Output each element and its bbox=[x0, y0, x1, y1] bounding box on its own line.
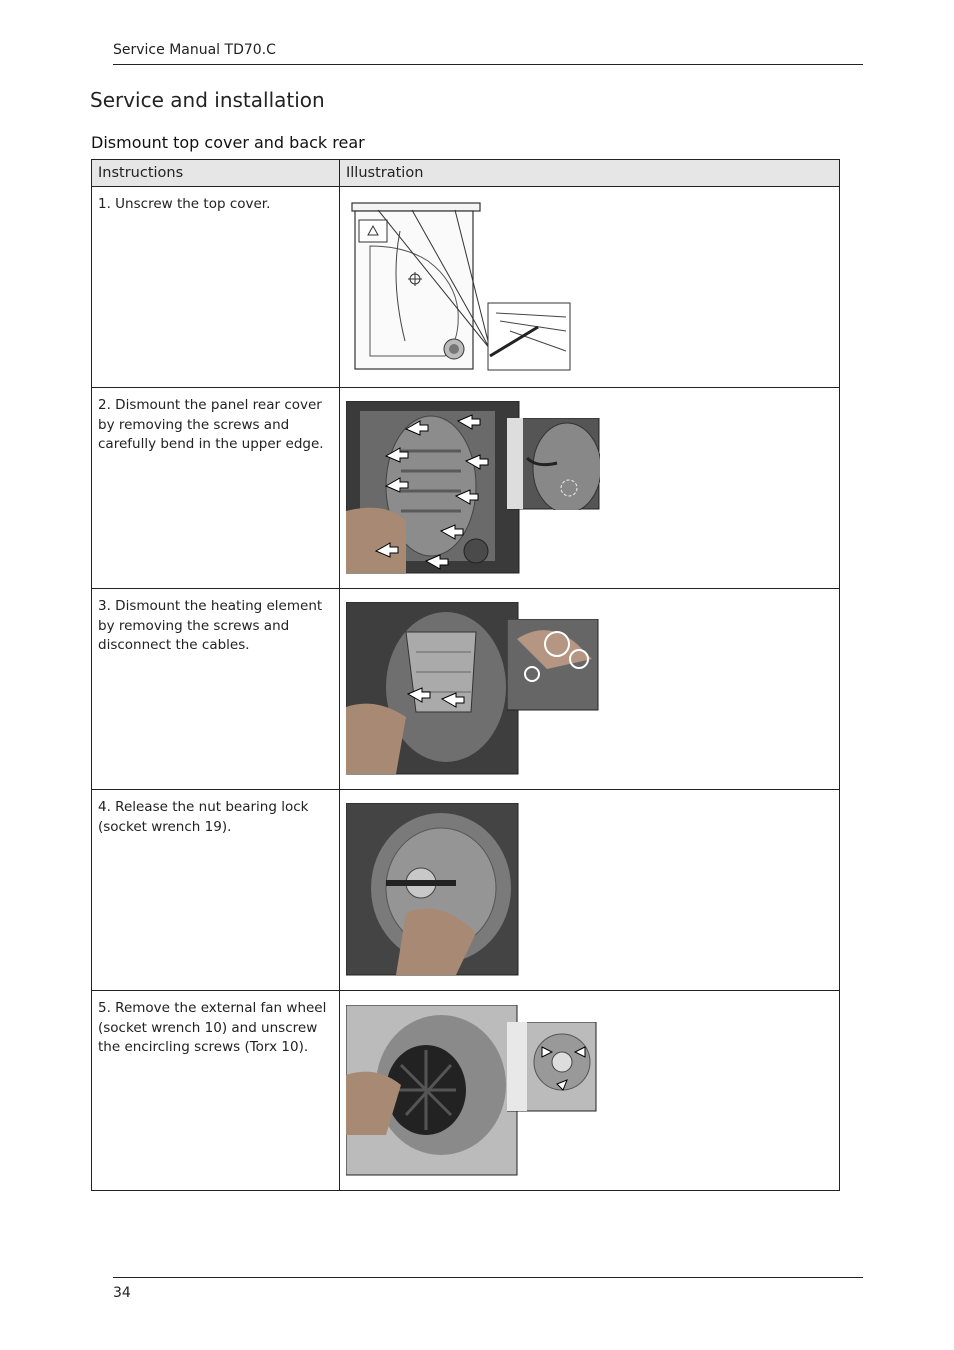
manual-title: Service Manual TD70.C bbox=[113, 42, 276, 58]
instruction-table bbox=[91, 159, 840, 1191]
table-row bbox=[92, 991, 839, 1190]
table-header bbox=[92, 160, 839, 187]
instruction-text: 1. Unscrew the top cover. bbox=[92, 187, 340, 387]
fan-screws-detail-photo bbox=[507, 1022, 597, 1112]
illustration-cell bbox=[340, 790, 839, 990]
section-title: Service and installation bbox=[90, 88, 325, 112]
instruction-text: 4. Release the nut bearing lock (socket wrench 19). bbox=[92, 790, 340, 990]
dryer-rear-drawing bbox=[350, 201, 575, 373]
column-header-illustration: Illustration bbox=[346, 165, 424, 181]
table-row bbox=[92, 790, 839, 991]
nut-bearing-photo bbox=[346, 803, 519, 976]
table-row bbox=[92, 589, 839, 790]
table-row bbox=[92, 187, 839, 388]
header-rule bbox=[113, 64, 863, 65]
heating-element-photo bbox=[346, 602, 519, 775]
cable-detail-photo bbox=[507, 619, 599, 711]
column-header-instructions: Instructions bbox=[92, 160, 340, 186]
illustration-cell bbox=[340, 991, 839, 1190]
footer-rule bbox=[113, 1277, 863, 1278]
instruction-text: 2. Dismount the panel rear cover by removing the screws and carefully bend in the upper edge. bbox=[92, 388, 340, 588]
section-subtitle: Dismount top cover and back rear bbox=[91, 133, 365, 152]
fan-wheel-photo bbox=[346, 1005, 518, 1177]
rear-panel-detail-photo bbox=[507, 418, 600, 510]
illustration-cell bbox=[340, 589, 839, 789]
table-row bbox=[92, 388, 839, 589]
instruction-text: 3. Dismount the heating element by removing the screws and disconnect the cables. bbox=[92, 589, 340, 789]
illustration-cell bbox=[340, 187, 839, 387]
page-number: 34 bbox=[113, 1285, 131, 1301]
instruction-text: 5. Remove the external fan wheel (socket wrench 10) and unscrew the encircling screws (Torx 10). bbox=[92, 991, 340, 1190]
illustration-cell bbox=[340, 388, 839, 588]
rear-panel-photo bbox=[346, 401, 520, 574]
